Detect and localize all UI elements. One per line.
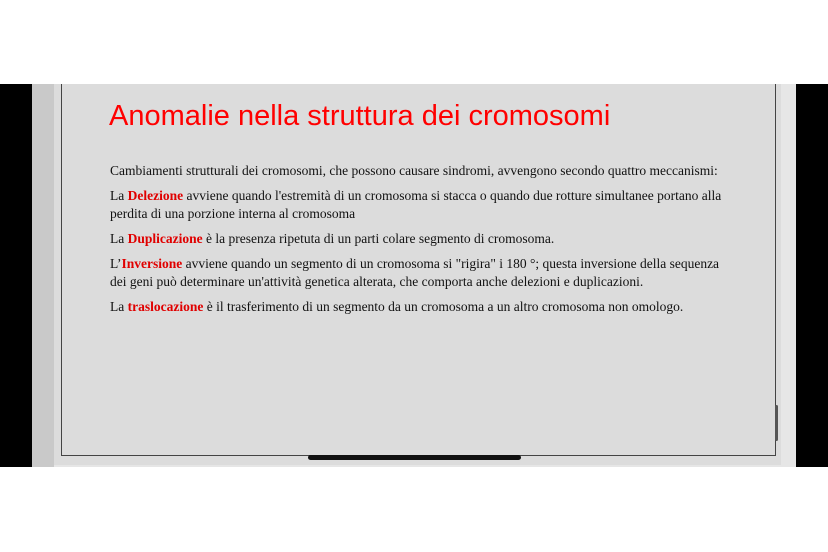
slide-body	[110, 162, 725, 323]
paragraph-delezione	[110, 187, 725, 223]
term-delezione: Delezione	[127, 188, 184, 203]
intro-paragraph: Cambiamenti strutturali dei cromosomi, che possono causare sindromi, avvengono secondo quattro meccanismi:	[110, 163, 718, 178]
paragraph-prefix: La	[110, 231, 128, 246]
left-letterbox	[0, 84, 32, 467]
paragraph-duplicazione	[110, 230, 725, 248]
term-duplicazione: Duplicazione	[127, 231, 203, 246]
paragraph-text: è la presenza ripetuta di un parti colare segmento di cromosoma.	[202, 231, 555, 246]
viewer-left-edge	[32, 84, 54, 467]
scrollbar-thumb[interactable]	[775, 405, 778, 441]
paragraph-prefix: La	[110, 188, 128, 203]
paragraph-text: avviene quando un segmento di un cromosoma si "rigira" i 180 °; questa inversione della sequenza dei geni può determinare un'attività genetica alterata, che comporta anche delezioni e duplicazioni.	[110, 256, 720, 289]
paragraph-text: avviene quando l'estremità di un cromosoma si stacca o quando due rotture simultanee portano alla perdita di una porzione interna al cromosoma	[110, 188, 722, 221]
term-traslocazione: traslocazione	[127, 299, 204, 314]
slide-title: Anomalie nella struttura dei cromosomi	[109, 100, 611, 132]
term-inversione: Inversione	[121, 256, 183, 271]
paragraph-prefix: La	[110, 299, 128, 314]
paragraph-prefix: L’	[110, 256, 122, 271]
paragraph-text: è il trasferimento di un segmento da un cromosoma a un altro cromosoma non omologo.	[203, 299, 684, 314]
home-indicator[interactable]	[308, 455, 521, 460]
right-letterbox	[796, 84, 828, 467]
paragraph-traslocazione	[110, 298, 725, 316]
paragraph-inversione	[110, 255, 725, 291]
